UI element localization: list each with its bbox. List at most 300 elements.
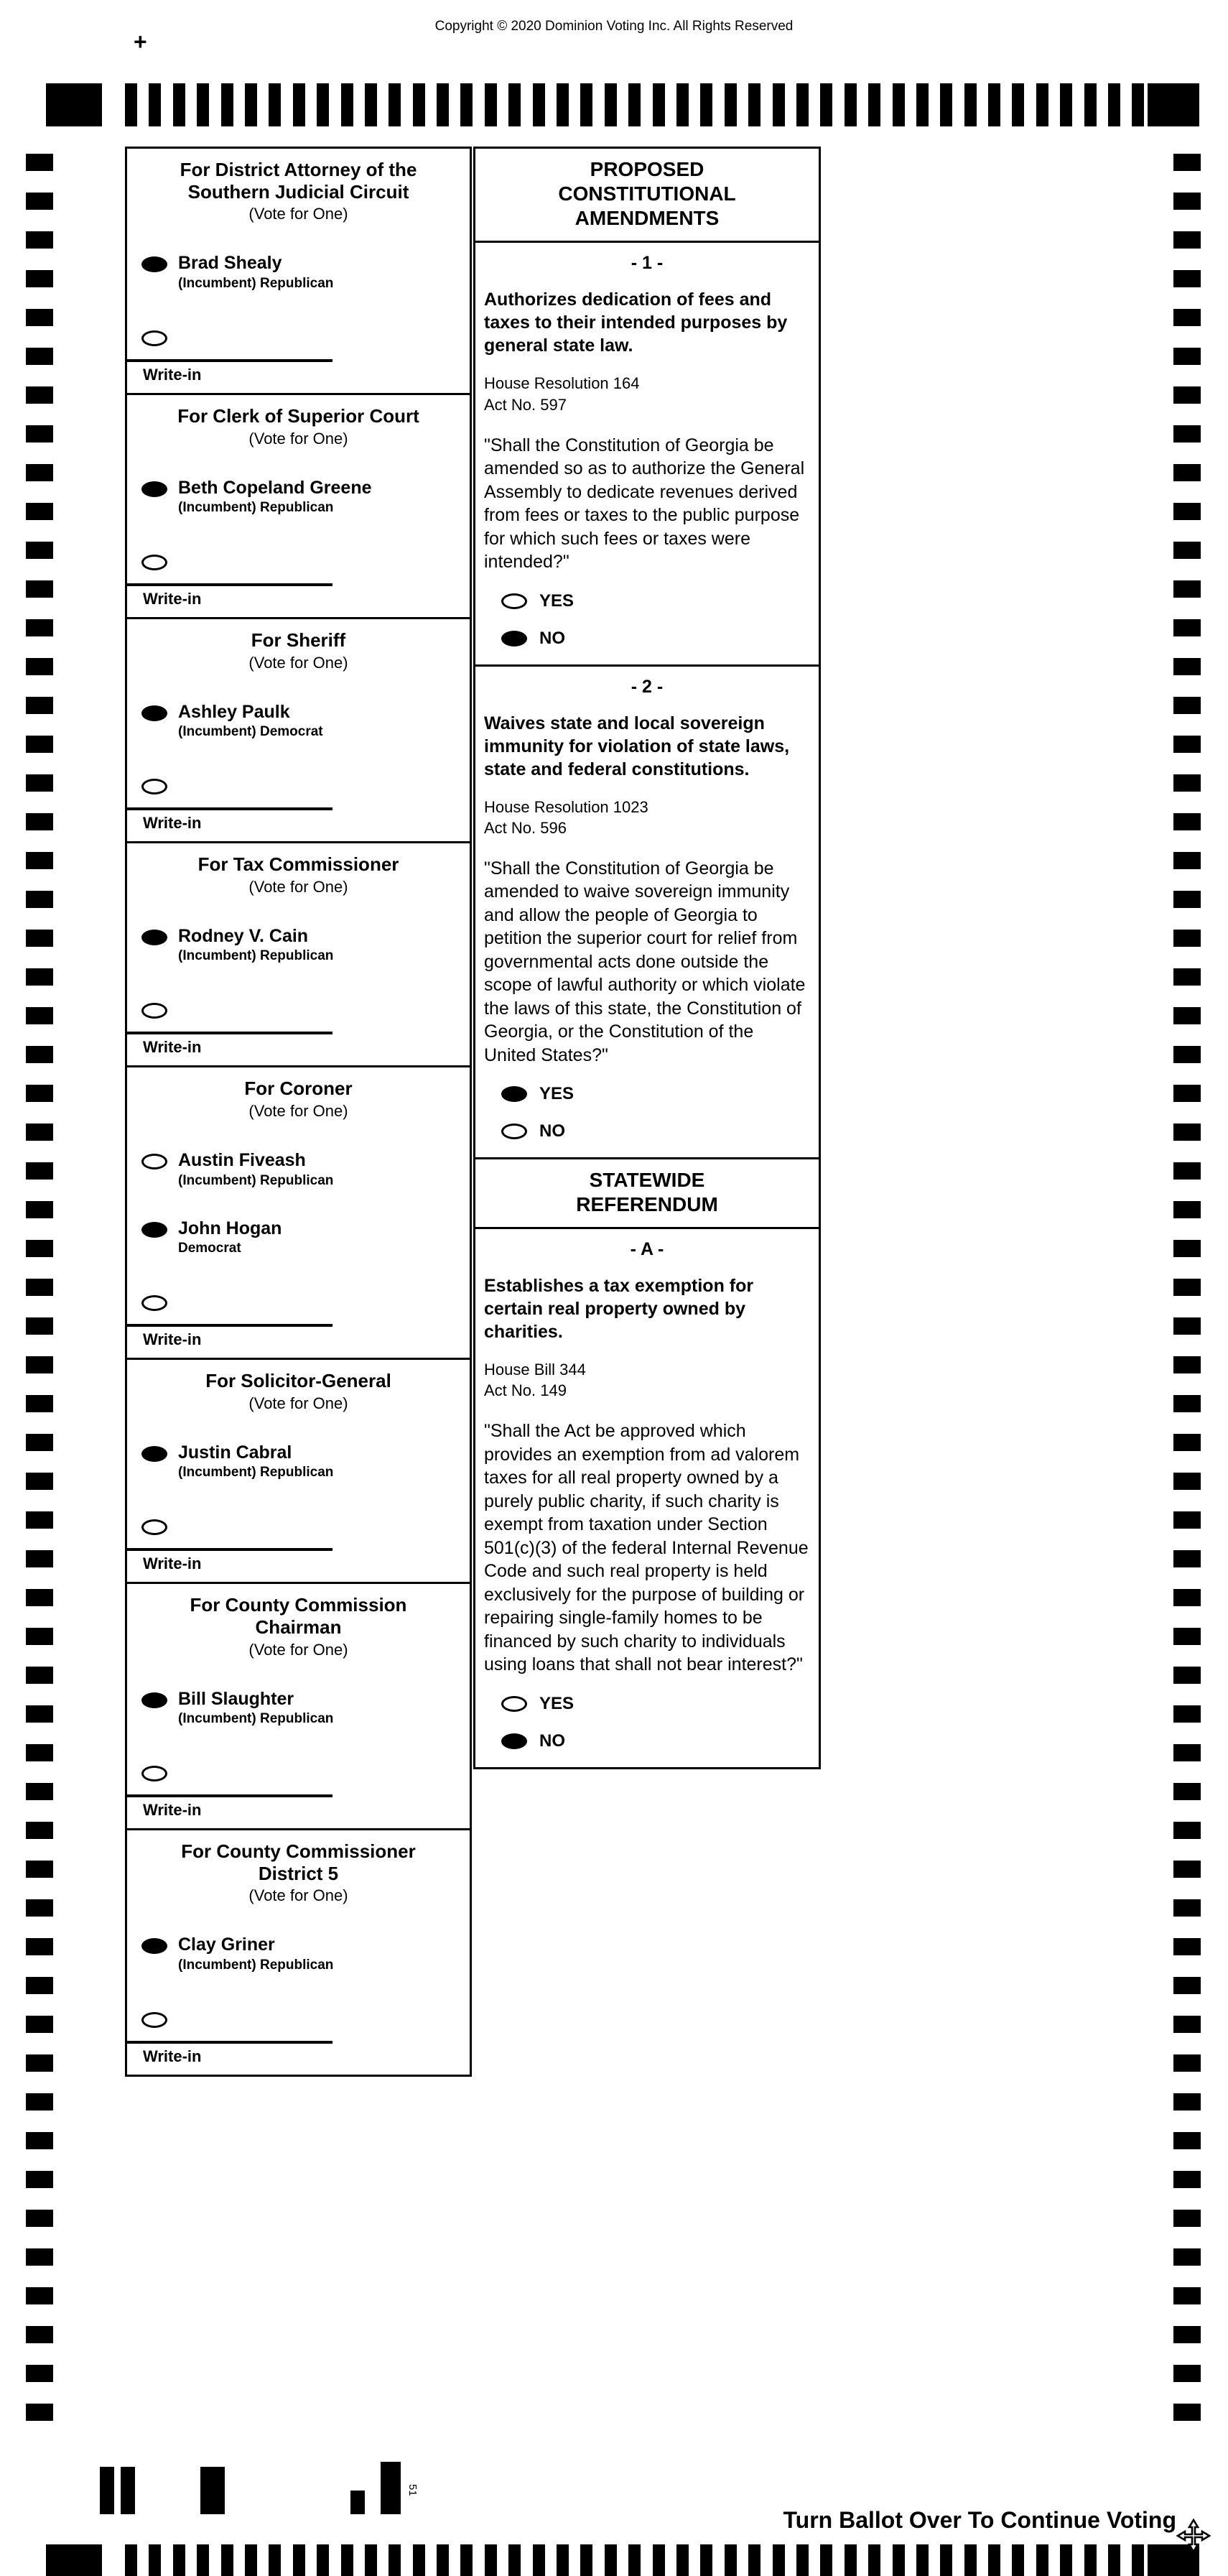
timing-mark — [1173, 1667, 1201, 1684]
timing-mark — [26, 270, 53, 287]
timing-bar — [269, 2544, 281, 2576]
timing-bar — [676, 2544, 689, 2576]
timing-mark — [1173, 1589, 1201, 1606]
contest-box — [125, 147, 472, 395]
measure-reference-line: Act No. 149 — [484, 1381, 567, 1400]
contest-box — [125, 617, 472, 843]
vote-bubble[interactable] — [141, 481, 167, 497]
timing-mark — [26, 309, 53, 326]
timing-mark — [1173, 813, 1201, 830]
timing-mark — [1173, 2132, 1201, 2149]
timing-bar — [605, 83, 617, 126]
timing-mark — [1173, 2326, 1201, 2343]
contest-instruction: (Vote for One) — [248, 429, 348, 448]
contest-title — [127, 149, 470, 203]
timing-mark — [1173, 1899, 1201, 1917]
candidate-row — [141, 703, 470, 741]
contest-title-line: For Coroner — [244, 1078, 353, 1100]
timing-mark — [26, 1705, 53, 1723]
measure-option-row — [501, 1694, 810, 1714]
timing-block-top-right — [1148, 83, 1199, 126]
measure-section — [475, 253, 819, 666]
measures-header-line: CONSTITUTIONAL — [558, 182, 736, 205]
timing-mark — [1173, 1162, 1201, 1180]
timing-bar — [988, 83, 1000, 126]
timing-mark — [26, 2404, 53, 2421]
vote-bubble[interactable] — [141, 1692, 167, 1708]
contest-instruction: (Vote for One) — [248, 877, 348, 896]
measure-reference-line: House Resolution 1023 — [484, 797, 648, 816]
timing-bar — [1036, 2544, 1048, 2576]
timing-block-bottom-left — [46, 2544, 102, 2576]
timing-bar — [748, 2544, 760, 2576]
timing-bar — [125, 2544, 137, 2576]
vote-bubble[interactable] — [141, 1938, 167, 1954]
option-label: YES — [539, 590, 575, 611]
option-label: YES — [539, 1693, 575, 1713]
timing-bar — [893, 2544, 905, 2576]
timing-mark — [1173, 2365, 1201, 2382]
timing-bar — [221, 2544, 233, 2576]
candidate-row — [141, 1443, 470, 1481]
write-in-label: Write-in — [143, 2047, 202, 2065]
vote-bubble[interactable] — [141, 1154, 167, 1169]
write-in-bubble[interactable] — [141, 555, 167, 570]
candidate-detail: (Incumbent) Republican — [178, 500, 334, 516]
timing-bar — [1012, 2544, 1024, 2576]
write-in-label: Write-in — [143, 1038, 202, 1057]
candidate-text — [178, 1443, 333, 1481]
measure-references — [484, 797, 810, 838]
timing-band-top — [125, 83, 1144, 126]
measures-header-line: AMENDMENTS — [575, 207, 720, 230]
timing-mark — [1173, 1783, 1201, 1800]
timing-bar — [1108, 2544, 1120, 2576]
timing-bar — [341, 83, 353, 126]
measure-reference-line: Act No. 597 — [484, 395, 567, 414]
timing-mark — [26, 580, 53, 598]
candidate-name: Ashley Paulk — [178, 701, 290, 722]
turn-ballot-over-text: Turn Ballot Over To Continue Voting — [783, 2507, 1176, 2533]
timing-bar — [940, 2544, 952, 2576]
write-in-bubble[interactable] — [141, 330, 167, 346]
candidate-row — [141, 478, 470, 516]
candidate-name: Austin Fiveash — [178, 1150, 306, 1171]
timing-mark — [1173, 386, 1201, 404]
option-label: NO — [539, 1121, 565, 1141]
timing-bar — [460, 83, 473, 126]
timing-bar — [845, 2544, 857, 2576]
timing-mark — [1173, 154, 1201, 171]
timing-mark — [1173, 542, 1201, 559]
timing-mark — [1173, 2093, 1201, 2111]
contest-title — [127, 1830, 470, 1884]
write-in-line[interactable] — [127, 1794, 332, 1797]
timing-mark — [1173, 1550, 1201, 1567]
timing-mark — [26, 2248, 53, 2266]
timing-mark — [26, 231, 53, 249]
contest-title-line: For County Commission — [190, 1594, 407, 1616]
timing-mark — [1173, 464, 1201, 481]
timing-bar — [1084, 83, 1097, 126]
contest-instruction: (Vote for One) — [248, 1640, 348, 1659]
timing-mark — [26, 774, 53, 792]
timing-bar — [988, 2544, 1000, 2576]
write-in-line[interactable] — [127, 2041, 332, 2044]
measure-number: - 2 - — [631, 676, 664, 697]
timing-mark — [26, 1822, 53, 1839]
timing-mark — [26, 503, 53, 520]
timing-mark — [26, 1861, 53, 1878]
write-in-bubble[interactable] — [141, 1766, 167, 1782]
write-in-label: Write-in — [143, 365, 202, 384]
measure-section — [475, 677, 819, 1160]
timing-bar — [725, 2544, 737, 2576]
registration-plus-mark: + — [134, 29, 147, 55]
timing-mark — [1173, 1744, 1201, 1761]
timing-mark — [1173, 2210, 1201, 2227]
contest-title-line: For County Commissioner — [181, 1840, 416, 1863]
measure-question: "Shall the Constitution of Georgia be amended so as to authorize the General Assembly to dedicate revenues derived from fees or taxes to the public purpose for which such fees or taxes were intended?" — [484, 435, 805, 573]
contest-title — [127, 1067, 470, 1100]
write-in-bubble[interactable] — [141, 1003, 167, 1019]
candidate-detail: (Incumbent) Republican — [178, 948, 334, 964]
contest-instruction: (Vote for One) — [248, 1886, 348, 1905]
timing-bar — [557, 83, 569, 126]
timing-bar — [269, 83, 281, 126]
timing-mark — [26, 2171, 53, 2188]
timing-bar — [725, 83, 737, 126]
timing-mark — [26, 1977, 53, 1994]
timing-mark — [26, 2132, 53, 2149]
timing-bar — [868, 83, 880, 126]
timing-mark — [1173, 193, 1201, 210]
turn-over-arrow-icon — [1176, 2519, 1211, 2553]
option-label: NO — [539, 628, 565, 648]
candidate-text — [178, 478, 372, 516]
timing-band-left — [26, 154, 53, 2442]
measure-option-row — [501, 1731, 810, 1751]
timing-bar — [173, 2544, 185, 2576]
timing-mark — [26, 2093, 53, 2111]
write-in-line[interactable] — [127, 359, 332, 362]
timing-bar — [125, 83, 137, 126]
write-in-label: Write-in — [143, 590, 202, 608]
contest-instruction: (Vote for One) — [248, 653, 348, 672]
write-in-row — [141, 328, 470, 346]
measure-number: - A - — [630, 1239, 664, 1260]
timing-mark — [26, 891, 53, 908]
write-in-label: Write-in — [143, 814, 202, 833]
timing-mark — [26, 464, 53, 481]
timing-mark — [26, 1783, 53, 1800]
timing-mark — [26, 1007, 53, 1024]
measure-option-row — [501, 1084, 810, 1104]
candidate-detail: (Incumbent) Republican — [178, 275, 334, 291]
write-in-line[interactable] — [127, 1324, 332, 1327]
measures-header — [475, 1159, 819, 1229]
timing-mark — [26, 1744, 53, 1761]
timing-bar — [389, 2544, 401, 2576]
contest-title — [127, 395, 470, 427]
timing-bar — [653, 83, 665, 126]
timing-mark — [26, 1085, 53, 1102]
timing-mark — [26, 1123, 53, 1141]
write-in-row — [141, 1516, 470, 1535]
measure-reference-line: Act No. 596 — [484, 818, 567, 837]
timing-mark — [1173, 2287, 1201, 2304]
timing-mark — [1173, 619, 1201, 636]
timing-mark — [26, 1279, 53, 1296]
timing-mark — [1173, 1977, 1201, 1994]
write-in-line[interactable] — [127, 1032, 332, 1034]
timing-mark — [26, 2287, 53, 2304]
vote-bubble[interactable] — [141, 1222, 167, 1238]
timing-mark — [1173, 2248, 1201, 2266]
candidate-name: Beth Copeland Greene — [178, 477, 372, 498]
timing-band-bottom — [125, 2544, 1144, 2576]
vote-bubble[interactable] — [501, 1733, 527, 1749]
timing-mark — [26, 813, 53, 830]
contest-title — [127, 619, 470, 652]
measures-header-line: REFERENDUM — [576, 1193, 718, 1216]
measure-reference-line: House Bill 344 — [484, 1361, 586, 1379]
timing-mark — [26, 154, 53, 171]
timing-bar — [916, 2544, 929, 2576]
timing-mark — [26, 1511, 53, 1529]
write-in-line[interactable] — [127, 583, 332, 586]
contest-title-line: For Solicitor-General — [205, 1370, 391, 1392]
timing-mark — [1173, 1861, 1201, 1878]
write-in-bubble[interactable] — [141, 1295, 167, 1311]
timing-bar — [820, 2544, 832, 2576]
timing-mark — [1173, 270, 1201, 287]
measure-question: "Shall the Act be approved which provides an exemption from ad valorem taxes for all real property owned by a purely public charity, if such charity is exempt from taxation under Section 501(c)(3) of the federal Internal Revenue Code and such real property is held exclusively for the purpose of building or repairing single-family homes to be financed by such charity to individuals using loans that shall not bear interest?" — [484, 1421, 809, 1675]
timing-mark — [26, 2210, 53, 2227]
timing-bar — [773, 2544, 785, 2576]
timing-mark — [1173, 1123, 1201, 1141]
measure-summary: Authorizes dedication of fees and taxes to their intended purposes by general state law. — [484, 289, 788, 356]
candidate-name: Justin Cabral — [178, 1442, 292, 1463]
timing-bar — [748, 83, 760, 126]
timing-mark — [26, 1667, 53, 1684]
candidate-name: John Hogan — [178, 1218, 282, 1238]
timing-mark — [1173, 1473, 1201, 1490]
timing-mark — [26, 2365, 53, 2382]
timing-bar — [605, 2544, 617, 2576]
timing-bar — [580, 2544, 592, 2576]
timing-mark — [26, 1162, 53, 1180]
timing-mark — [1173, 697, 1201, 714]
timing-mark — [26, 2054, 53, 2072]
contest-box — [125, 1358, 472, 1584]
write-in-label: Write-in — [143, 1330, 202, 1349]
timing-bar — [1060, 2544, 1072, 2576]
write-in-bubble[interactable] — [141, 779, 167, 794]
timing-bar — [437, 83, 449, 126]
candidate-detail: (Incumbent) Republican — [178, 1957, 334, 1973]
timing-bar — [1060, 83, 1072, 126]
write-in-row — [141, 1292, 470, 1311]
timing-mark — [1173, 580, 1201, 598]
write-in-label: Write-in — [143, 1801, 202, 1820]
vote-bubble[interactable] — [501, 631, 527, 647]
timing-bar — [893, 83, 905, 126]
contest-instruction: (Vote for One) — [248, 1102, 348, 1121]
timing-bar — [365, 2544, 377, 2576]
vote-bubble[interactable] — [141, 930, 167, 945]
measure-option-row — [501, 1121, 810, 1141]
vote-bubble[interactable] — [501, 593, 527, 609]
timing-bar — [1132, 83, 1144, 126]
timing-mark — [1173, 1085, 1201, 1102]
timing-mark — [26, 1628, 53, 1645]
candidate-name: Rodney V. Cain — [178, 925, 309, 946]
timing-mark — [26, 1201, 53, 1218]
candidate-text — [178, 927, 333, 965]
contest-box — [125, 841, 472, 1067]
candidate-name: Brad Shealy — [178, 253, 282, 274]
copyright-text: Copyright © 2020 Dominion Voting Inc. All Rights Reserved — [434, 19, 794, 34]
contest-box — [125, 1065, 472, 1360]
option-label: NO — [539, 1731, 565, 1751]
candidate-row — [141, 1219, 470, 1257]
timing-bar — [389, 83, 401, 126]
timing-bar — [197, 83, 209, 126]
timing-mark — [1173, 425, 1201, 443]
timing-bar — [796, 2544, 809, 2576]
contest-title-line: Chairman — [255, 1616, 342, 1638]
vote-bubble[interactable] — [501, 1086, 527, 1102]
timing-mark — [26, 348, 53, 365]
timing-bar — [317, 83, 329, 126]
timing-bar — [1108, 83, 1120, 126]
timing-mark — [1173, 1007, 1201, 1024]
write-in-label: Write-in — [143, 1555, 202, 1573]
timing-bar — [149, 2544, 161, 2576]
timing-bar — [317, 2544, 329, 2576]
timing-mark — [1173, 1240, 1201, 1257]
timing-bar — [653, 2544, 665, 2576]
timing-mark — [26, 1434, 53, 1451]
timing-band-right — [1173, 154, 1201, 2442]
timing-mark — [26, 1046, 53, 1063]
timing-mark — [1173, 1046, 1201, 1063]
candidate-detail: (Incumbent) Republican — [178, 1711, 334, 1727]
timing-bar — [485, 2544, 497, 2576]
candidate-row — [141, 1690, 470, 1728]
candidate-text — [178, 1219, 282, 1257]
timing-bar — [676, 83, 689, 126]
timing-mark — [1173, 309, 1201, 326]
write-in-line[interactable] — [127, 807, 332, 810]
write-in-line[interactable] — [127, 1548, 332, 1551]
contest-title-line: For District Attorney of the — [180, 159, 417, 180]
candidate-text — [178, 703, 323, 741]
timing-mark — [26, 542, 53, 559]
timing-mark — [26, 1395, 53, 1412]
timing-bar — [1084, 2544, 1097, 2576]
timing-bar — [964, 83, 977, 126]
timing-mark — [1173, 1938, 1201, 1955]
timing-bar — [341, 2544, 353, 2576]
candidate-detail: (Incumbent) Republican — [178, 1172, 334, 1188]
timing-mark — [1173, 774, 1201, 792]
contest-title-line: Southern Judicial Circuit — [187, 180, 409, 203]
timing-mark — [1173, 1395, 1201, 1412]
timing-mark — [1173, 658, 1201, 675]
measure-summary: Waives state and local sovereign immunity for violation of state laws, state and federal constitutions. — [484, 713, 790, 779]
timing-bar — [293, 2544, 305, 2576]
measure-question: "Shall the Constitution of Georgia be amended to waive sovereign immunity and allow the people of Georgia to petition the superior court for relief from governmental acts done outside the scope of lawful authority or which violate the laws of this state, the Constitution of Georgia, or the Constitution of the United States?" — [484, 858, 806, 1065]
contest-box — [125, 1828, 472, 2077]
candidate-row — [141, 254, 470, 292]
timing-bar — [533, 83, 545, 126]
timing-mark — [1173, 736, 1201, 753]
candidate-detail: (Incumbent) Republican — [178, 1465, 334, 1481]
timing-bar — [508, 83, 521, 126]
vote-bubble[interactable] — [501, 1696, 527, 1712]
timing-bar — [413, 83, 425, 126]
timing-mark — [26, 386, 53, 404]
timing-mark — [26, 193, 53, 210]
contest-title — [127, 1584, 470, 1638]
vote-bubble[interactable] — [141, 1446, 167, 1462]
candidate-row — [141, 1935, 470, 1973]
contest-title — [127, 843, 470, 876]
contest-instruction: (Vote for One) — [248, 205, 348, 223]
vote-bubble[interactable] — [141, 705, 167, 721]
write-in-row — [141, 1763, 470, 1782]
timing-bar — [580, 83, 592, 126]
contests-column — [125, 147, 472, 2077]
write-in-bubble[interactable] — [141, 1519, 167, 1535]
vote-bubble[interactable] — [501, 1123, 527, 1139]
candidate-name: Bill Slaughter — [178, 1688, 294, 1709]
contest-box — [125, 393, 472, 619]
timing-bar — [845, 83, 857, 126]
timing-mark — [26, 930, 53, 947]
contest-title-line: For Clerk of Superior Court — [177, 404, 419, 427]
contest-title-line: District 5 — [258, 1862, 339, 1884]
vote-bubble[interactable] — [141, 256, 167, 272]
candidate-row — [141, 1151, 470, 1189]
timing-mark — [1173, 1356, 1201, 1373]
timing-bar — [700, 83, 712, 126]
timing-mark — [1173, 1279, 1201, 1296]
timing-bar — [773, 83, 785, 126]
timing-bar — [413, 2544, 425, 2576]
measures-header-line: STATEWIDE — [589, 1169, 705, 1192]
timing-mark — [26, 1899, 53, 1917]
timing-mark — [1173, 2054, 1201, 2072]
measures-header — [475, 149, 819, 243]
timing-mark — [26, 1550, 53, 1567]
timing-bar — [628, 2544, 641, 2576]
contest-title-line: For Tax Commissioner — [197, 853, 399, 876]
measure-number: - 1 - — [631, 253, 664, 274]
candidate-text — [178, 254, 333, 292]
timing-mark — [26, 1317, 53, 1335]
timing-mark — [26, 658, 53, 675]
timing-mark — [1173, 1317, 1201, 1335]
write-in-bubble[interactable] — [141, 2012, 167, 2028]
timing-bar — [700, 2544, 712, 2576]
candidate-detail: (Incumbent) Democrat — [178, 724, 323, 740]
write-in-row — [141, 1000, 470, 1019]
timing-bar — [964, 2544, 977, 2576]
timing-bar — [508, 2544, 521, 2576]
